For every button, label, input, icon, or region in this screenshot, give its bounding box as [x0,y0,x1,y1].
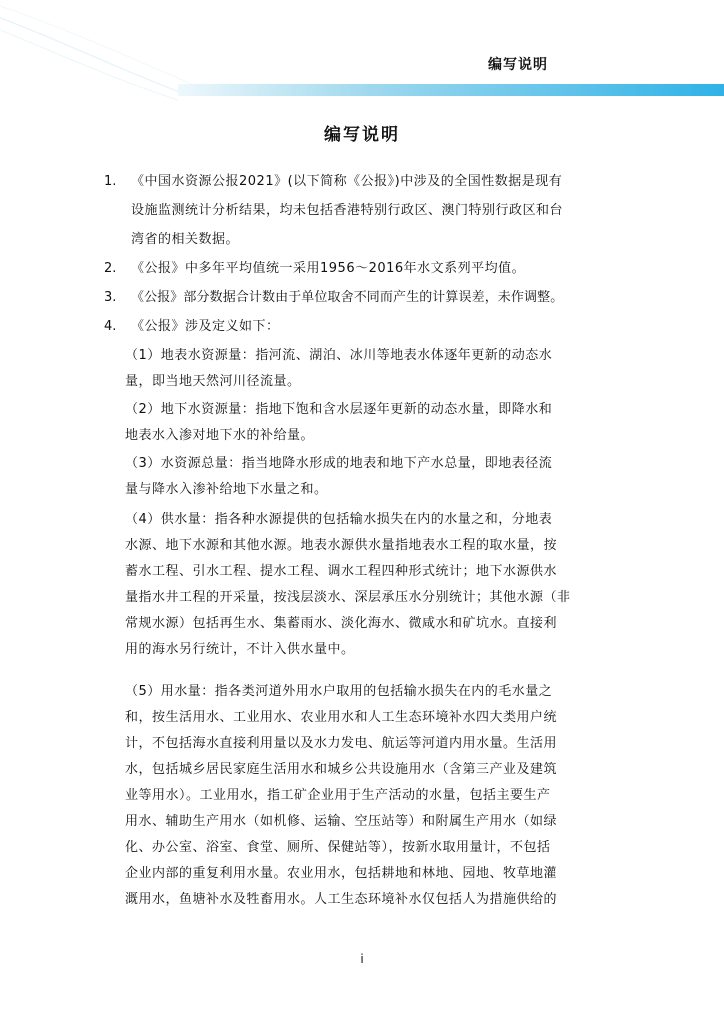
definition-line: 地表水入渗对地下水的补给量。 [125,428,315,443]
item-line: 《公报》部分数据合计数由于单位取舍不同而产生的计算误差，未作调整。 [131,290,564,305]
item-number: 3. [104,290,117,305]
definition-line: （1）地表水资源量：指河流、湖泊、冰川等地表水体逐年更新的动态水 [125,348,553,363]
document-title: 编写说明 [324,125,400,145]
header-accent-bar [178,84,724,96]
definition-line: 用水、辅助生产用水（如机修、运输、空压站等）和附属生产用水（如绿 [125,814,558,829]
page-number: i [360,952,364,966]
header-title: 编写说明 [488,57,548,73]
definition-line: 量指水井工程的开采量，按浅层淡水、深层承压水分别统计；其他水源（非 [125,590,571,605]
item-line: 设施监测统计分析结果，均未包括香港特别行政区、澳门特别行政区和台 [131,203,564,218]
definition-line: （3）水资源总量：指当地降水形成的地表和地下产水总量，即地表径流 [125,456,553,471]
definition-line: 溉用水，鱼塘补水及牲畜用水。人工生态环境补水仅包括人为措施供给的 [125,892,558,907]
item-line: 《中国水资源公报2021》(以下简称《公报》)中涉及的全国性数据是现有 [131,174,563,189]
item-number: 2. [104,261,117,276]
definition-line: 企业内部的重复利用水量。农业用水，包括耕地和林地、园地、牧草地灌 [125,866,558,881]
definition-line: 量与降水入渗补给地下水量之和。 [125,482,328,497]
definition-line: 业等用水）。工业用水，指工矿企业用于生产活动的水量，包括主要生产 [125,788,551,803]
definition-line: （5）用水量：指各类河道外用水户取用的包括输水损失在内的毛水量之 [125,684,553,699]
item-number: 1. [104,174,117,189]
definition-line: 量，即当地天然河川径流量。 [125,374,301,389]
corner-decoration [0,0,300,120]
definition-line: 水，包括城乡居民家庭生活用水和城乡公共设施用水（含第三产业及建筑 [125,762,558,777]
definition-line: （2）地下水资源量：指地下饱和含水层逐年更新的动态水量，即降水和 [125,402,553,417]
item-line: 湾省的相关数据。 [131,232,240,247]
item-line: 《公报》中多年平均值统一采用1956～2016年水文系列平均值。 [131,261,526,276]
item-line: 《公报》涉及定义如下： [131,319,280,334]
definition-line: 用的海水另行统计，不计入供水量中。 [125,642,355,657]
definition-line: （4）供水量：指各种水源提供的包括输水损失在内的水量之和，分地表 [125,512,553,527]
definition-line: 水源、地下水源和其他水源。地表水源供水量指地表水工程的取水量，按 [125,538,558,553]
definition-line: 化、办公室、浴室、食堂、厕所、保健站等），按新水取用量计，不包括 [125,840,551,855]
definition-line: 和，按生活用水、工业用水、农业用水和人工生态环境补水四大类用户统 [125,710,558,725]
item-number: 4. [104,319,117,334]
definition-line: 计，不包括海水直接利用量以及水力发电、航运等河道内用水量。生活用 [125,736,558,751]
definition-line: 蓄水工程、引水工程、提水工程、调水工程四种形式统计；地下水源供水 [125,564,558,579]
definition-line: 常规水源）包括再生水、集蓄雨水、淡化海水、微咸水和矿坑水。直接利 [125,616,558,631]
